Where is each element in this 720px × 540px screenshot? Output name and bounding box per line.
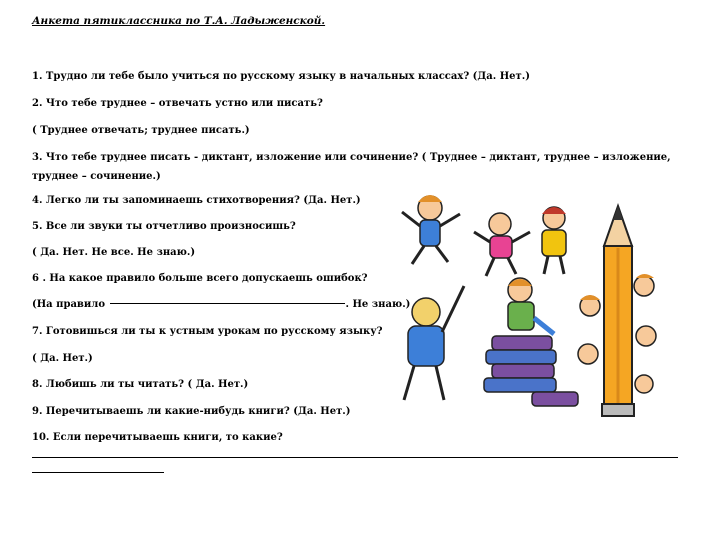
- answer-options-6: [32, 298, 410, 311]
- question-9: 9. Перечитываешь ли какие-нибудь книги? (Да. Нет.): [32, 406, 351, 417]
- answer-options-5: ( Да. Нет. Не все. Не знаю.): [32, 247, 196, 258]
- book-stack-icon: [484, 336, 578, 406]
- jumping-child-pink-icon: [474, 213, 530, 276]
- answer-line-2[interactable]: [32, 472, 164, 473]
- answer-6-prefix: (На правило: [32, 299, 109, 310]
- question-10: 10. Если перечитываешь книги, то какие?: [32, 432, 283, 443]
- pencil-icon: [602, 206, 634, 416]
- answer-6-suffix: . Не знаю.): [345, 299, 411, 310]
- child-yellow-icon: [542, 207, 566, 274]
- jumping-child-blue-icon: [402, 195, 460, 264]
- child-on-books-icon: [508, 278, 554, 334]
- answer-line-1[interactable]: [32, 457, 678, 458]
- question-5: 5. Все ли звуки ты отчетливо произносишь?: [32, 221, 296, 232]
- document-title: Анкета пятиклассника по Т.А. Ладыженской.: [32, 15, 326, 27]
- answer-options-2: ( Труднее отвечать; труднее писать.): [32, 125, 250, 136]
- question-6: 6 . На какое правило больше всего допускаешь ошибок?: [32, 273, 368, 284]
- cartoon-children-books-pencil-icon: [382, 186, 678, 436]
- question-3: 3. Что тебе труднее писать - диктант, изложение или сочинение? ( Труднее – диктант, труднее – изложение, труднее – сочинение.): [32, 152, 671, 182]
- question-2: 2. Что тебе труднее – отвечать устно или писать?: [32, 98, 323, 109]
- question-7: 7. Готовишься ли ты к устным урокам по русскому языку?: [32, 326, 383, 337]
- question-4: 4. Легко ли ты запоминаешь стихотворения? (Да. Нет.): [32, 195, 361, 206]
- question-1: 1. Трудно ли тебе было учиться по русскому языку в начальных классах? (Да. Нет.): [32, 71, 530, 82]
- question-8: 8. Любишь ли ты читать? ( Да. Нет.): [32, 379, 249, 390]
- girl-pointing-icon: [404, 286, 464, 400]
- answer-blank-line[interactable]: [110, 303, 345, 304]
- answer-options-7: ( Да. Нет.): [32, 353, 93, 364]
